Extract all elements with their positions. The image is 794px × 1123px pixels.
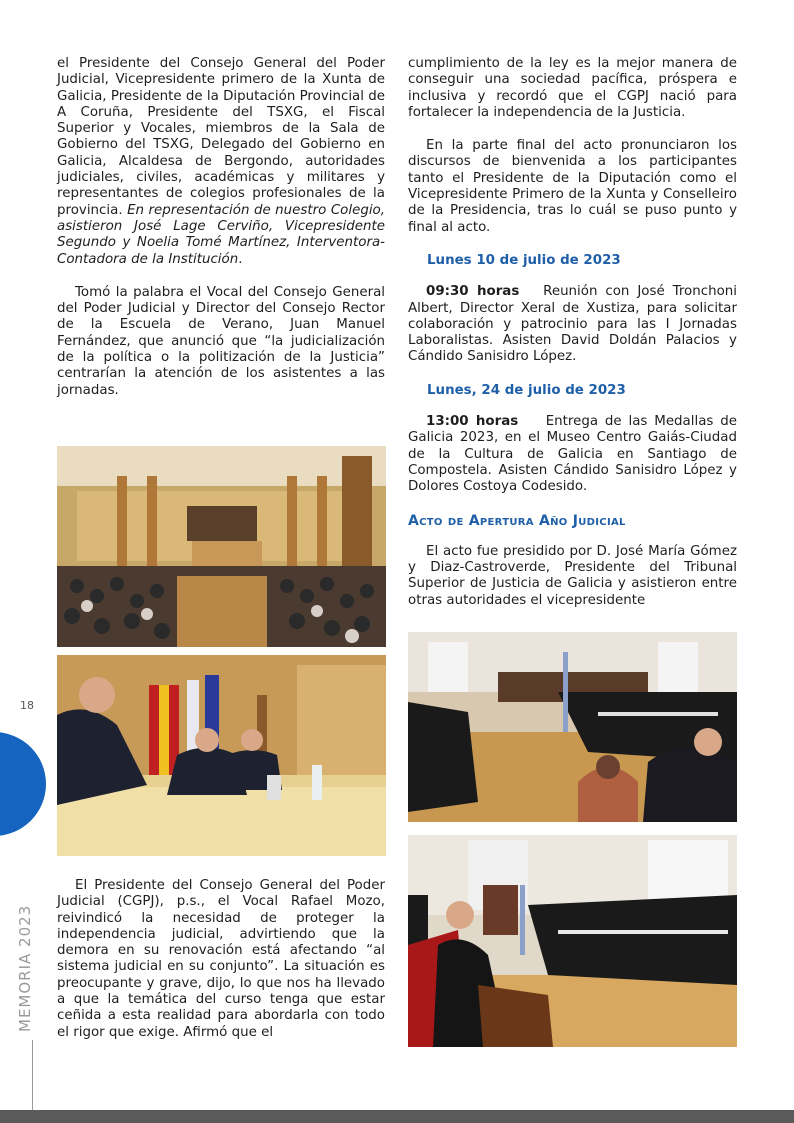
side-label: MEMORIA 2023 xyxy=(16,904,34,1032)
right-paragraph-3: El acto fue presidido por D. José María Gómez y Diaz-Castroverde, Presidente del Tribunal Superior de Justicia de Galicia y asistieron entre otras autoridades el vicepresidente xyxy=(408,543,737,608)
left-paragraph-1-text: el Presidente del Consejo General del Poder Judicial, Vicepresidente primero de la Xunta de Galicia, Presidente de la Diputación Provincial de A Coruña, Presidente del TSXG, el Fiscal Superior y Vocales, miembros de la Sala de Gobierno del TSXG, Delegado del Gobierno en Galicia, Alcaldesa de Bergondo, autoridades judiciales, civiles, académicas y militares y representantes de colegios profesionales de la provincia. xyxy=(57,56,385,218)
blue-circle-decoration xyxy=(0,732,46,836)
left-paragraph-1-end: . xyxy=(238,251,243,267)
side-divider-line xyxy=(32,1040,33,1110)
agenda-entry-2 xyxy=(408,414,737,495)
agenda-entry-1-text: Reunión con José Tronchoni Albert, Director Xeral de Xustiza, para solicitar colaboración y patrocinio para las I Jornadas Laboralistas. Asisten David Doldán Palacios y Cándido Sanisidro López. xyxy=(408,284,737,365)
left-column-bottom xyxy=(57,878,385,1058)
photo-auditorium xyxy=(57,446,386,647)
photo-judicial-hall-1 xyxy=(408,632,737,822)
right-column xyxy=(408,56,737,626)
date-heading-2: Lunes, 24 de julio de 2023 xyxy=(427,382,626,398)
section-title: Acto de Apertura Año Judicial xyxy=(408,512,626,529)
photo-judicial-hall-2 xyxy=(408,835,737,1047)
agenda-entry-1-time: 09:30 horas xyxy=(426,284,520,300)
left-paragraph-2: Tomó la palabra el Vocal del Consejo General del Poder Judicial y Director del Consejo Rector de la Escuela de Verano, Juan Manuel Fernández, que anunció que “la judicialización de la política o la politización de la Justicia” centrarían la atención de los asistentes a las jornadas. xyxy=(57,284,385,398)
agenda-entry-2-time: 13:00 horas xyxy=(426,414,519,430)
agenda-entry-2-text: Entrega de las Medallas de Galicia 2023, en el Museo Centro Gaiás-Ciudad de la Cultura de Galicia en Santiago de Compostela. Asisten Cándido Sanisidro López y Dolores Costoya Codesido. xyxy=(408,414,737,495)
page-number: 18 xyxy=(20,699,34,712)
agenda-entry-1 xyxy=(408,284,737,365)
footer-bar xyxy=(0,1110,794,1123)
right-paragraph-2: En la parte final del acto pronunciaron los discursos de bienvenida a los participantes tanto el Presidente de la Diputación como el Vicepresidente Primero de la Xunta y Conselleiro de la Presidencia, tras lo cuál se puso punto y final al acto. xyxy=(408,138,737,235)
date-heading-1: Lunes 10 de julio de 2023 xyxy=(427,252,621,268)
left-column xyxy=(57,56,385,416)
left-paragraph-3: El Presidente del Consejo General del Poder Judicial (CGPJ), p.s., el Vocal Rafael Mozo, reivindicó la necesidad de proteger la independencia judicial, advirtiendo que la demora en su renovación está afectando “al sistema judicial en su conjunto”. La situación es preocupante y grave, dijo, lo que nos ha llevado a que la temática del curso tenga que estar ceñida a esta realidad para abordarla con todo el rigor que exige. Afirmó que el xyxy=(57,878,385,1040)
left-paragraph-1-italic: En representación de nuestro Colegio, asistieron José Lage Cerviño, Vicepresidente Segundo y Noelia Tomé Martínez, Interventora-Contadora de la Institución xyxy=(57,202,385,267)
right-paragraph-1: cumplimiento de la ley es la mejor manera de conseguir una sociedad pacífica, próspera e inclusiva y recordó que el CGPJ nació para fortalecer la independencia de la Justicia. xyxy=(408,56,737,120)
left-paragraph-1 xyxy=(57,56,385,268)
photo-panel-table xyxy=(57,655,386,856)
